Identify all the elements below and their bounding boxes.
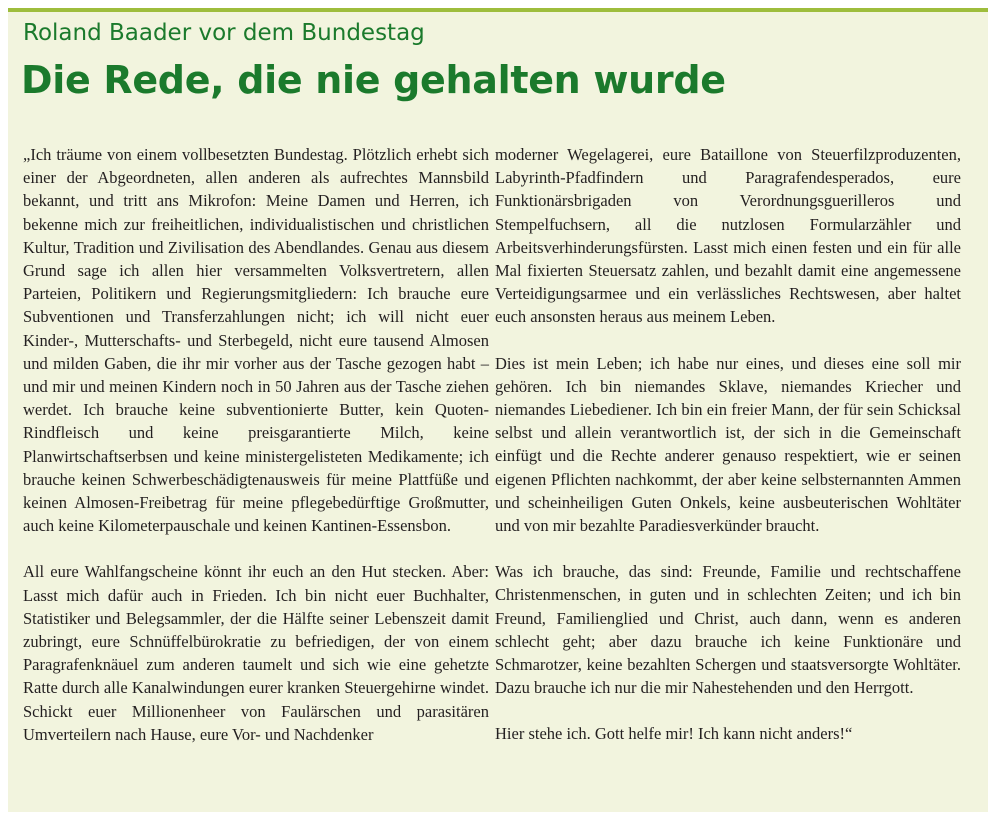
paragraph: Was ich brauche, das sind: Freunde, Familie und rechtschaffene Christenmenschen, in guten und in schlechten Zeiten; und ich bin Freund, Familienglied und Christ, auch dann, wenn es anderen schlecht geht; aber dazu brauche ich keine Funktionäre und Schmarotzer, keine bezahlten Schergen und staatsversorgte Wohltäter. Dazu brauche ich nur die mir Nahestehenden und den Herrgott. xyxy=(495,562,961,698)
text-column-left xyxy=(23,143,489,746)
paragraph: All eure Wahlfangscheine könnt ihr euch an den Hut stecken. Aber: Lasst mich dafür auch in Frieden. Ich bin nicht euer Buchhalter, Statistiker und Belegsammler, der die Hälfte seiner Lebenszeit damit zubringt, eure Schnüffelbürokratie zu befriedigen, der von einem Paragrafenknäuel zum anderen taumelt und sich wie eine gehetzte Ratte durch alle Kanalwindungen eurer kranken Steuergehirne windet. Schickt euer Millionenheer von Faulärschen und parasitären Umverteilern nach Hause, eure Vor- und Nachdenker xyxy=(23,562,489,744)
paragraph: moderner Wegelagerei, eure Bataillone von Steuerfilzproduzenten, Labyrinth-Pfadfindern und Paragrafendesperados, eure Funktionärsbrigaden von Verordnungsguerilleros und Stempelfuchsern, all die nutzlosen Formularzähler und Arbeitsverhinderungsfürsten. Lasst mich einen festen und ein für alle Mal fixierten Steuersatz zahlen, und bezahlt damit eine angemessene Verteidigungsarmee und ein verlässliches Rechtswesen, aber haltet euch ansonsten heraus aus meinem Leben. xyxy=(495,145,961,327)
text-column-right xyxy=(495,143,961,746)
article-headline: Die Rede, die nie gehalten wurde xyxy=(21,58,726,102)
paragraph: „Ich träume von einem vollbesetzten Bundestag. Plötzlich erhebt sich einer der Abgeordneten, allen anderen als aufrechtes Mannsbild bekannt, und tritt ans Mikrofon: Meine Damen und Herren, ich bekenne mich zur freiheitlichen, individualistischen und christlichen Kultur, Tradition und Zivilisation des Abendlandes. Genau aus diesem Grund sage ich allen hier versammelten Volksvertretern, allen Parteien, Politikern und Regierungsmitgliedern: Ich brauche eure Subventionen und Transferzahlungen nicht; ich will nicht euer Kinder-, Mutterschafts- und Sterbegeld, nicht eure tausend Almosen und milden Gaben, die ihr mir vorher aus der Tasche gezogen habt – und mir und meinen Kindern noch in 50 Jahren aus der Tasche ziehen werdet. Ich brauche keine subventionierte Butter, kein Quoten-Rindfleisch und keine preisgarantierte Milch, keine Planwirtschaftserbsen und keine ministergelisteten Medikamente; ich brauche keinen Schwerbeschädigtenausweis für meine Plattfüße und keinen Almosen-Freibetrag für meine pflegebedürftige Großmutter, auch keine Kilometerpauschale und keinen Kantinen-Essensbon. xyxy=(23,145,489,536)
article-kicker: Roland Baader vor dem Bundestag xyxy=(23,20,425,46)
paragraph: Hier stehe ich. Gott helfe mir! Ich kann nicht anders!“ xyxy=(495,724,853,744)
paragraph: Dies ist mein Leben; ich habe nur eines, und dieses eine soll mir gehören. Ich bin niemandes Sklave, niemandes Kriecher und niemandes Liebediener. Ich bin ein freier Mann, der für sein Schicksal selbst und allein verantwortlich ist, der sich in die Gemeinschaft einfügt und die Rechte anderer genauso respektiert, wie er seinen eigenen Pflichten nachkommt, der aber keine selbsternannten Ammen und scheinheiligen Guten Onkels, keine ausbeuterischen Wohltäter und von mir bezahlte Paradiesverkünder braucht. xyxy=(495,353,961,536)
